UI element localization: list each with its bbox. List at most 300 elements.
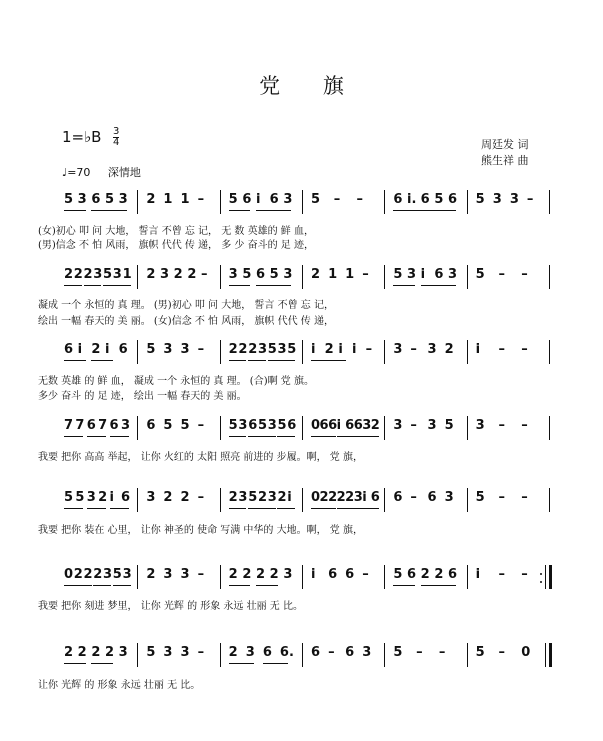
note: 6 [64,342,74,357]
note: 6 [118,342,128,357]
beam-line [268,360,296,361]
note: 2 [256,567,266,582]
note: 2 [73,567,83,582]
final-bar-line [549,565,552,589]
note: 3 [475,418,485,433]
note: 6 [109,418,119,433]
note: 6 [353,418,363,433]
note: 2 [328,490,338,505]
note: i [420,267,426,282]
beam-line [393,585,415,586]
bar-line [302,643,303,667]
dash-mark: – [438,645,446,660]
bar-line [545,643,546,667]
dash-mark: – [197,342,205,357]
tempo-marking [62,164,141,180]
note: 5 [64,490,74,505]
note: i [77,342,83,357]
note: i [336,418,342,433]
note: i [311,567,316,582]
note: 6 [370,490,380,505]
note: 6 [393,490,403,505]
lyric-line: (男)信念 不 怕 风雨， 旗帜 代代 传 递， 多 少 奋斗的 足 迹， [38,240,314,251]
beam-line [64,508,83,509]
beam-line [248,360,266,361]
beam-line [421,285,456,286]
note: 3 [509,192,519,207]
note: 2 [257,490,267,505]
note: 0 [64,567,74,582]
beam-line [64,585,92,586]
beam-line [229,285,251,286]
repeat-dot [540,581,542,583]
beam-line [84,285,102,286]
note: 5 [269,267,279,282]
note: 6 [420,192,430,207]
meter-bottom: 4 [113,137,120,148]
note: 6 [345,567,355,582]
note: i [311,342,316,357]
bar-line [384,643,385,667]
note: 1 [345,267,355,282]
note: 5 [311,192,321,207]
note: 3 [277,342,287,357]
beam-line [256,285,291,286]
bar-line [384,488,385,512]
beam-line [110,508,129,509]
note: 6 [256,267,266,282]
note: 2 [228,342,238,357]
note: 6 [146,418,156,433]
note: 3 [86,490,96,505]
lyric-line: 多少 奋斗 的 足 迹， 绘出 一幅 春天的 美 丽。 [38,391,247,402]
beam-line [103,285,131,286]
note: 3 [267,490,277,505]
note: 3 [118,192,128,207]
beam-line [229,436,247,437]
bar-line [384,190,385,214]
note: 2 [163,490,173,505]
song-title: 党 旗 [259,74,362,98]
note: 6 [311,645,321,660]
beam-line [64,210,86,211]
lyricist-credit: 周廷发 词 [481,138,529,151]
lyric-line: 我要 把你 刻进 梦里， 让你 光辉 的 形象 永远 壮丽 无 比。 [38,601,303,612]
bar-line [302,190,303,214]
note: 2 [434,567,444,582]
beam-line [311,436,336,437]
note: 6 [328,567,338,582]
beam-line [64,285,82,286]
note: 3 [362,418,372,433]
beam-line [311,508,336,509]
dash-mark: – [362,567,369,582]
note: 3 [393,342,403,357]
note: 2 [91,645,101,660]
beam-line [91,360,113,361]
note: 5 [146,342,156,357]
note: 2 [277,490,287,505]
note: 5 [248,490,258,505]
note: 3 [103,567,113,582]
note: 5 [475,645,485,660]
note: 3 [180,645,190,660]
note: 3 [163,645,173,660]
bar-line [384,265,385,289]
note: 5 [103,267,113,282]
beam-line [91,210,126,211]
note: 2 [345,490,355,505]
bar-line [220,565,221,589]
note: 1 [328,267,338,282]
dash-mark: – [197,192,205,207]
bar-line [137,340,138,364]
note: 2 [311,267,321,282]
note: 6 [345,418,355,433]
note: 2 [91,342,101,357]
note: 2 [336,490,346,505]
dash-mark: – [521,267,528,282]
note: 2 [248,342,258,357]
beam-line [256,585,278,586]
composer-credit: 熊生祥 曲 [481,154,529,167]
bar-line [302,265,303,289]
beam-line [277,436,295,437]
note: 6 [448,567,458,582]
note: 3 [163,567,173,582]
bar-line [220,416,221,440]
note: 6 [393,192,403,207]
beam-line [421,585,456,586]
note: 2 [64,267,74,282]
note: 2 [105,645,115,660]
beam-line [248,436,276,437]
expression-marking: 深情地 [107,166,141,179]
note: 3 [228,267,238,282]
note: 6 [427,490,437,505]
lyric-line: 无数 英雄 的 鲜 血， 凝成 一个 永恒的 真 理。 (合)啊 党 旗。 [38,376,314,387]
final-bar-line [549,643,552,667]
note: 2 [64,645,74,660]
bar-line [467,265,468,289]
lyric-line: 我要 把你 高高 举起， 让你 火红的 太阳 照亮 前进的 步履。啊， 党 旗， [38,452,363,463]
beam-line [393,285,415,286]
note: i [475,567,481,582]
lyric-line: (女)初心 叩 问 大地， 誓言 不曾 忘 记， 无 数 英雄的 鲜 血， [38,226,314,237]
dash-mark: – [201,267,208,282]
note: 2 [238,342,248,357]
note: 3 [283,567,293,582]
note: 2 [228,490,238,505]
note: 2 [370,418,380,433]
note: 5 [475,192,485,207]
note: 3 [393,418,403,433]
note: 5 [64,192,74,207]
note: 6 [319,418,329,433]
note: 3 [353,490,363,505]
bar-line [302,565,303,589]
note: 5 [393,645,403,660]
note: 6 [269,192,279,207]
note: 6 [448,192,458,207]
note: 6 [345,645,355,660]
bar-line [545,565,546,589]
note: 2 [98,490,108,505]
dash-mark: – [498,267,505,282]
bar-line [384,565,385,589]
dash-mark: – [498,418,505,433]
dash-mark: – [410,418,417,433]
note: 2 [269,567,279,582]
note: 5 [393,267,403,282]
beam-line [64,360,86,361]
bar-line [137,565,138,589]
bar-line [302,340,303,364]
bar-line [220,643,221,667]
note: 2 [93,567,103,582]
note: i [287,490,292,505]
meter-top: 3 [113,126,120,137]
note: 6 [242,192,252,207]
note: 3 [283,192,293,207]
note: 2 [180,490,190,505]
dash-mark: – [498,490,505,505]
note: 5 [112,567,122,582]
bar-line [302,488,303,512]
note: 2 [77,645,87,660]
bar-line [467,565,468,589]
tempo-value: ♩=70 [62,166,91,179]
note: 5 [267,342,277,357]
note: 7 [75,418,85,433]
bar-line [137,488,138,512]
beam-line [393,210,456,211]
note: 3 [180,342,190,357]
bar-line [549,265,550,289]
note: 5 [444,418,454,433]
note: i. [407,192,417,207]
note: 3 [448,267,458,282]
beam-line [263,663,288,664]
lyric-line: 我要 把你 装在 心里， 让你 神圣的 使命 写满 中华的 大地。啊， 党 旗， [38,525,363,536]
note: 5 [228,192,238,207]
bar-line [549,416,550,440]
note: 6 [262,645,272,660]
note: i [362,490,367,505]
dash-mark: – [410,490,417,505]
note: 3 [427,418,437,433]
note: 2 [146,567,156,582]
beam-line [229,508,247,509]
note: 0 [521,645,531,660]
bar-line [384,340,385,364]
note: 3 [245,645,255,660]
bar-line [467,190,468,214]
note: i [338,342,343,357]
note: 3 [427,342,437,357]
bar-line [467,416,468,440]
note: 3 [267,418,277,433]
note: 5 [163,418,173,433]
note: 5 [257,418,267,433]
bar-line [220,265,221,289]
note: 6 [407,567,417,582]
lyric-line: 凝成 一个 永恒的 真 理。 (男)初心 叩 问 大地， 誓言 不曾 忘 记， [38,300,334,311]
dash-mark: – [197,645,205,660]
dash-mark: – [197,567,205,582]
note: 6 [86,418,96,433]
dash-mark: – [197,418,205,433]
bar-line [549,488,550,512]
note: i [352,342,357,357]
note: 2 [242,567,252,582]
beam-line [87,508,106,509]
dash-mark: – [365,342,373,357]
note: 5 [393,567,403,582]
dash-mark: – [498,342,505,357]
note: 2 [228,645,238,660]
note: 6 [287,418,297,433]
note: 5 [242,267,252,282]
beam-line [311,360,346,361]
note: 3 [257,342,267,357]
beam-line [277,508,295,509]
note: 7 [64,418,74,433]
note: 5 [146,645,156,660]
note: 3 [407,267,417,282]
note: 7 [98,418,108,433]
note: 1 [180,192,190,207]
beam-line [113,585,131,586]
note: 3 [160,267,170,282]
note: 2 [83,567,93,582]
note: 3 [120,418,130,433]
key-signature: 1=♭B [62,128,102,146]
note: 3 [283,267,293,282]
beam-line [229,360,247,361]
note: 6 [120,490,130,505]
note: 3 [492,192,502,207]
dash-mark: – [521,342,528,357]
dash-mark: – [197,490,205,505]
note: 5 [475,267,485,282]
note: 3 [163,342,173,357]
bar-line [220,340,221,364]
note: 3 [362,645,372,660]
note: 3 [146,490,156,505]
beam-line [248,508,276,509]
note: 5 [277,418,287,433]
beam-line [229,663,254,664]
note: 6 [248,418,258,433]
beam-line [229,210,251,211]
note: i [109,490,115,505]
dash-mark: – [521,567,528,582]
note: 3 [238,490,248,505]
time-signature [113,127,119,148]
bar-line [384,416,385,440]
note: 2 [73,267,83,282]
note: 6. [279,645,294,660]
note: 2 [146,267,156,282]
lyric-line: 绘出 一幅 春天的 美 丽。 (女)信念 不 怕 风雨， 旗帜 代代 传 递， [38,316,334,327]
dash-mark: – [526,192,534,207]
note: 0 [311,418,321,433]
dash-mark: – [498,645,505,660]
beam-line [337,436,362,437]
beam-line [64,436,83,437]
note: 3 [77,192,87,207]
bar-line [220,190,221,214]
dash-mark: – [333,192,341,207]
note: 2 [187,267,197,282]
note: 5 [475,490,485,505]
bar-line [549,190,550,214]
bar-line [137,265,138,289]
note: 1 [163,192,173,207]
note: i [256,192,261,207]
beam-line [256,210,291,211]
bar-line [549,340,550,364]
bar-line [137,416,138,440]
repeat-dot [540,573,542,575]
dash-mark: – [416,645,423,660]
note: 2 [444,342,454,357]
beam-line [229,585,251,586]
note: 5 [75,490,85,505]
bar-line [137,190,138,214]
note: 5 [287,342,297,357]
bar-line [467,643,468,667]
beam-line [64,663,86,664]
dash-mark: – [521,490,528,505]
note: 6 [91,192,101,207]
note: 2 [319,490,329,505]
note: 2 [83,267,93,282]
beam-line [91,663,113,664]
bar-line [467,340,468,364]
note: 3 [444,490,454,505]
note: 3 [118,645,128,660]
beam-line [87,436,106,437]
note: 6 [434,267,444,282]
note: 5 [228,418,238,433]
note: i [475,342,481,357]
dash-mark: – [521,418,528,433]
dash-mark: – [498,567,505,582]
beam-line [93,585,111,586]
dash-mark: – [328,645,335,660]
note: i [105,342,110,357]
dash-mark: – [362,267,369,282]
note: 2 [420,567,430,582]
beam-line [362,436,379,437]
note: 3 [238,418,248,433]
note: 2 [228,567,238,582]
note: 2 [173,267,183,282]
note: 3 [112,267,122,282]
bar-line [467,488,468,512]
beam-line [362,508,379,509]
bar-line [137,643,138,667]
note: 3 [122,567,132,582]
note: 2 [324,342,334,357]
note: 1 [122,267,132,282]
beam-line [110,436,129,437]
note: 2 [146,192,156,207]
note: 5 [434,192,444,207]
dash-mark: – [410,342,417,357]
